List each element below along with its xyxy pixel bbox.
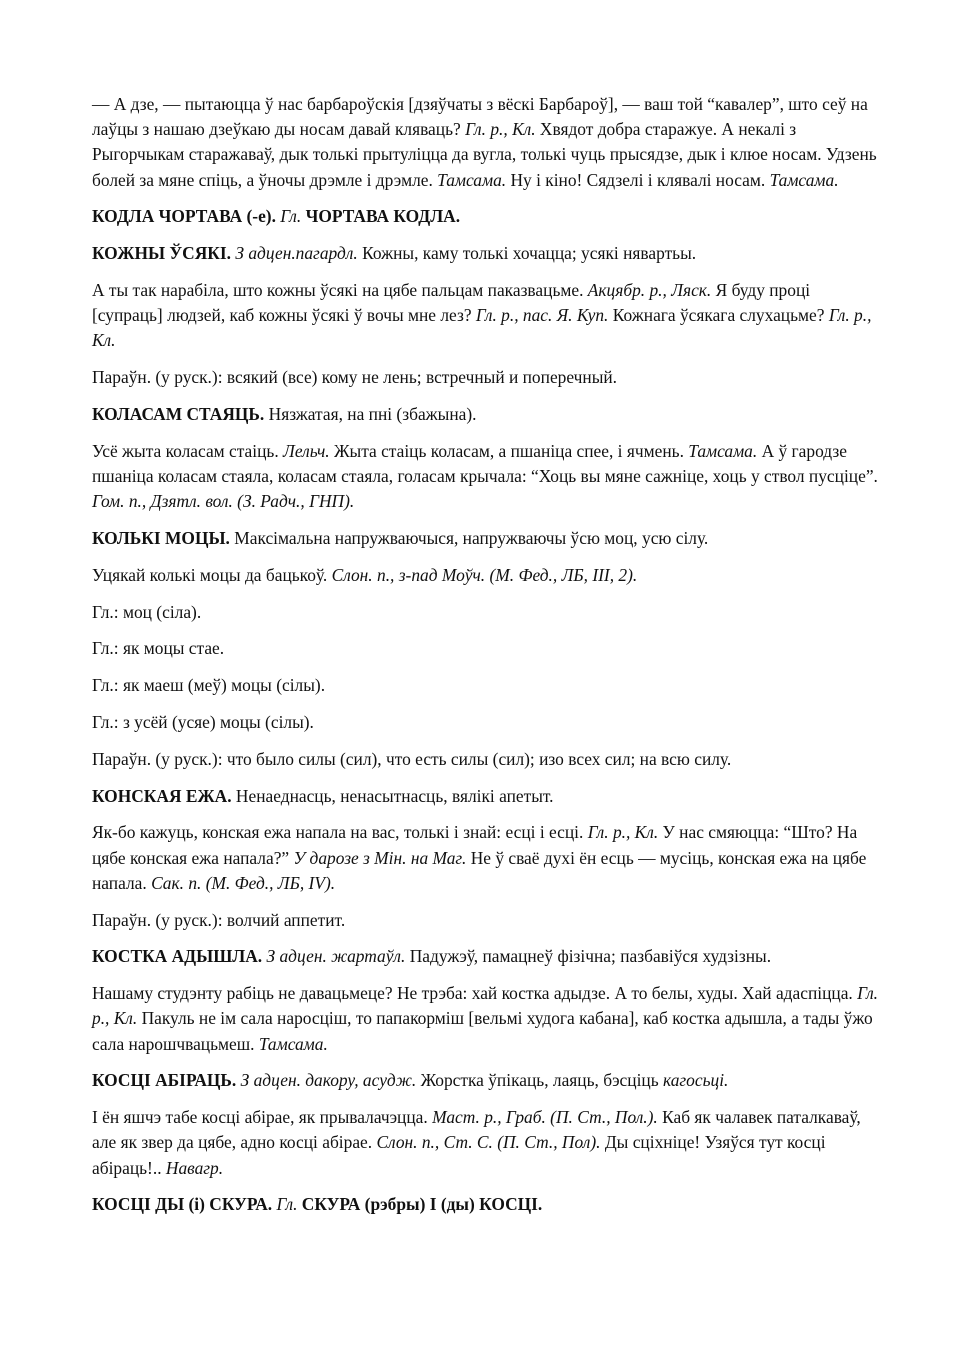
source-note: Лельч. (283, 440, 330, 461)
paragraph-kosci-examples (92, 1105, 882, 1181)
source-note: Слон. п., з-пад Моўч. (М. Фед., ЛБ, III, 2). (331, 564, 638, 585)
headword: КОСТКА АДЫШЛА. (92, 946, 263, 967)
text-run: Гл.: з усёй (усяе) моцы (сілы). (92, 711, 314, 732)
text-run: — А дзе, — пытаюцца ў нас барбароўскія [дзяўчаты з вёскі Барбароў], — ваш той “кавалер”, што сеў на лаўцы з нашаю дзеўкаю ды носам давай кляваць? (92, 94, 868, 140)
source-note: Гл. р., Кл. (92, 305, 872, 351)
entry-kodla-chortava (92, 204, 882, 229)
headword: СКУРА (рэбры) І (ды) КОСЦІ. (301, 1194, 543, 1215)
source-note: Сак. п. (М. Фед., ЛБ, IV). (151, 872, 336, 893)
paragraph-see-moc (92, 600, 882, 625)
source-note: Тамсама. (769, 169, 839, 190)
text-run: Нашаму студэнту рабіць не давацьмеце? Не трэба: хай костка адыдзе. А то белы, худы. Хай адаспіцца. (92, 983, 858, 1004)
headword: КОСЦІ АБІРАЦЬ. (92, 1070, 237, 1091)
text-run: Я буду проці [супраць] людзей, каб кожны ўсякі ў вочы мне лез? (92, 280, 811, 326)
text-run: Каб як чалавек паталкаваў, але як звер да цябе, адно косці абірае. (92, 1107, 861, 1153)
text-run: Максімальна напружваючыся, напружваючы ўсю моц, усю сілу. (229, 528, 709, 548)
source-note: Тамсама. (258, 1033, 328, 1054)
text-run: Падужэў, памацнеў фізічна; пазбавіўся худзізны. (405, 946, 772, 967)
source-note: Навагр. (165, 1157, 224, 1178)
headword: КОДЛА ЧОРТАВА (-е). (92, 206, 276, 227)
text-run: Усё жыта коласам стаіць. (92, 440, 284, 461)
paragraph-konskaia-examples (92, 820, 882, 896)
paragraph-see-iak-maesh (92, 673, 882, 698)
headword: КОНСКАЯ ЕЖА. (92, 785, 232, 806)
text-run: Гл.: як маеш (меў) моцы (сілы). (92, 675, 326, 696)
source-note: З адцен.пагардл. (235, 243, 358, 264)
source-note: Слон. п., Ст. С. (П. Ст., Пол). (376, 1132, 601, 1153)
headword: КОЛЬКІ МОЦЫ. (92, 528, 230, 548)
paragraph-kostka-examples (92, 981, 882, 1057)
entry-kostka-adyshla (92, 944, 882, 969)
text-run: А ў гародзе пшаніца коласам стаяла, коласам стаяла, голасам крычала: “Хоць вы мяне сажніце, хоць у ствол пусціце”. (92, 440, 878, 486)
text-run: Параўн. (у руск.): что было силы (сил), что есть силы (сил); изо всех сил; на всю силу. (92, 748, 732, 769)
text-run: Кожнага ўсякага слухацьме? (608, 305, 829, 326)
paragraph-kolki-russian (92, 747, 882, 772)
text-run: І ён яшчэ табе косці абірае, як прывалачэцца. (92, 1107, 433, 1128)
text-run: Нязжатая, на пні (збажына). (264, 404, 477, 424)
paragraph-konskaia-russian (92, 908, 882, 933)
entry-kosci-dy-skura (92, 1192, 882, 1217)
entry-kolasam-staiats (92, 402, 882, 427)
source-note: Гл. (276, 1194, 298, 1215)
source-note: Тамсама. (437, 169, 507, 190)
paragraph-see-z-usioi (92, 710, 882, 735)
headword: КОСЦІ ДЫ (і) СКУРА. (92, 1194, 273, 1215)
document-page (92, 92, 882, 1229)
paragraph-intro-example (92, 92, 882, 193)
text-run: Як-бо кажуць, конская ежа напала на вас, толькі і знай: есці і есці. (92, 822, 588, 843)
headword: КОЛАСАМ СТАЯЦЬ. (92, 404, 265, 424)
headword: ЧОРТАВА КОДЛА. (305, 206, 461, 227)
entry-kolki-mocy (92, 526, 882, 551)
text-run: Параўн. (у руск.): волчий аппетит. (92, 909, 346, 930)
entry-kosci-abirats (92, 1068, 882, 1093)
headword: КОЖНЫ ЎСЯКІ. (92, 243, 232, 264)
text-run: Хвядот добра старажуе. А некалі з Рыгорчыкам старажаваў, дык толькі прытуліцца да вугла, толькі чуць прысядзе, дык і клюе носам. Удзень болей за мяне спіць, а ўночы дрэмле і дрэмле. (92, 119, 877, 190)
entry-konskaia-ezha (92, 784, 882, 809)
text-run: Уцякай колькі моцы да бацькоў. (92, 564, 332, 585)
text-run: Ну і кіно! Сядзелі і клявалі носам. (506, 169, 770, 190)
entry-kozhny-usiaki (92, 241, 882, 266)
source-note: З адцен. жартаўл. (266, 946, 406, 967)
paragraph-kolasam-examples (92, 439, 882, 515)
text-run: Ды сціхніце! Узяўся тут косці абіраць!.. (92, 1132, 826, 1178)
source-note: кагосьці. (663, 1070, 729, 1091)
source-note: Гл. (280, 206, 302, 227)
text-run: Кожны, каму толькі хочацца; усякі нявартьы. (357, 243, 697, 264)
source-note: Гл. р., Кл. (92, 983, 879, 1029)
source-note: У дарозе з Мін. на Маг. (293, 847, 467, 868)
source-note: З адцен. дакору, асудж. (240, 1070, 417, 1091)
text-run: Жыта стаіць коласам, а пшаніца спее, і ячмень. (329, 440, 689, 461)
text-run: Жорстка ўпікаць, лаяць, бэсціць (416, 1070, 663, 1091)
source-note: Маст. р., Граб. (П. Ст., Пол.). (432, 1107, 658, 1128)
source-note: Гом. п., Дзятл. вол. (З. Радч., ГНП). (92, 491, 355, 512)
source-note: Гл. р., Кл. (465, 119, 536, 140)
text-run: А ты так нарабіла, што кожны ўсякі на цябе пальцам паказвацьме. (92, 280, 588, 300)
source-note: Тамсама. (688, 440, 758, 461)
paragraph-kozhny-russian (92, 365, 882, 390)
paragraph-kolki-example (92, 563, 882, 588)
source-note: Гл. р., пас. Я. Куп. (475, 305, 609, 326)
source-note: Гл. р., Кл. (587, 822, 659, 843)
text-run: Ненаеднасць, ненасытнасць, вялікі апетыт. (231, 785, 554, 806)
text-run: У нас смяюцца: “Што? На цябе конская ежа напала?” (92, 822, 858, 868)
paragraph-see-iak-mocy-stae (92, 636, 882, 661)
text-run: Гл.: моц (сіла). (92, 601, 202, 622)
source-note: Акцябр. р., Ляск. (587, 280, 712, 300)
paragraph-kozhny-examples (92, 278, 882, 354)
text-run: Пакуль не ім сала наросціш, то папакорміш [вельмі худога кабана], каб костка адышла, а тады ўжо сала нарошчвацьмеш. (92, 1008, 873, 1054)
text-run: Не ў сваё духі ён есць — мусіць, конская ежа на цябе напала. (92, 847, 867, 893)
text-run: Гл.: як моцы стае. (92, 638, 225, 659)
text-run: Параўн. (у руск.): всякий (все) кому не лень; встречный и поперечный. (92, 367, 618, 388)
